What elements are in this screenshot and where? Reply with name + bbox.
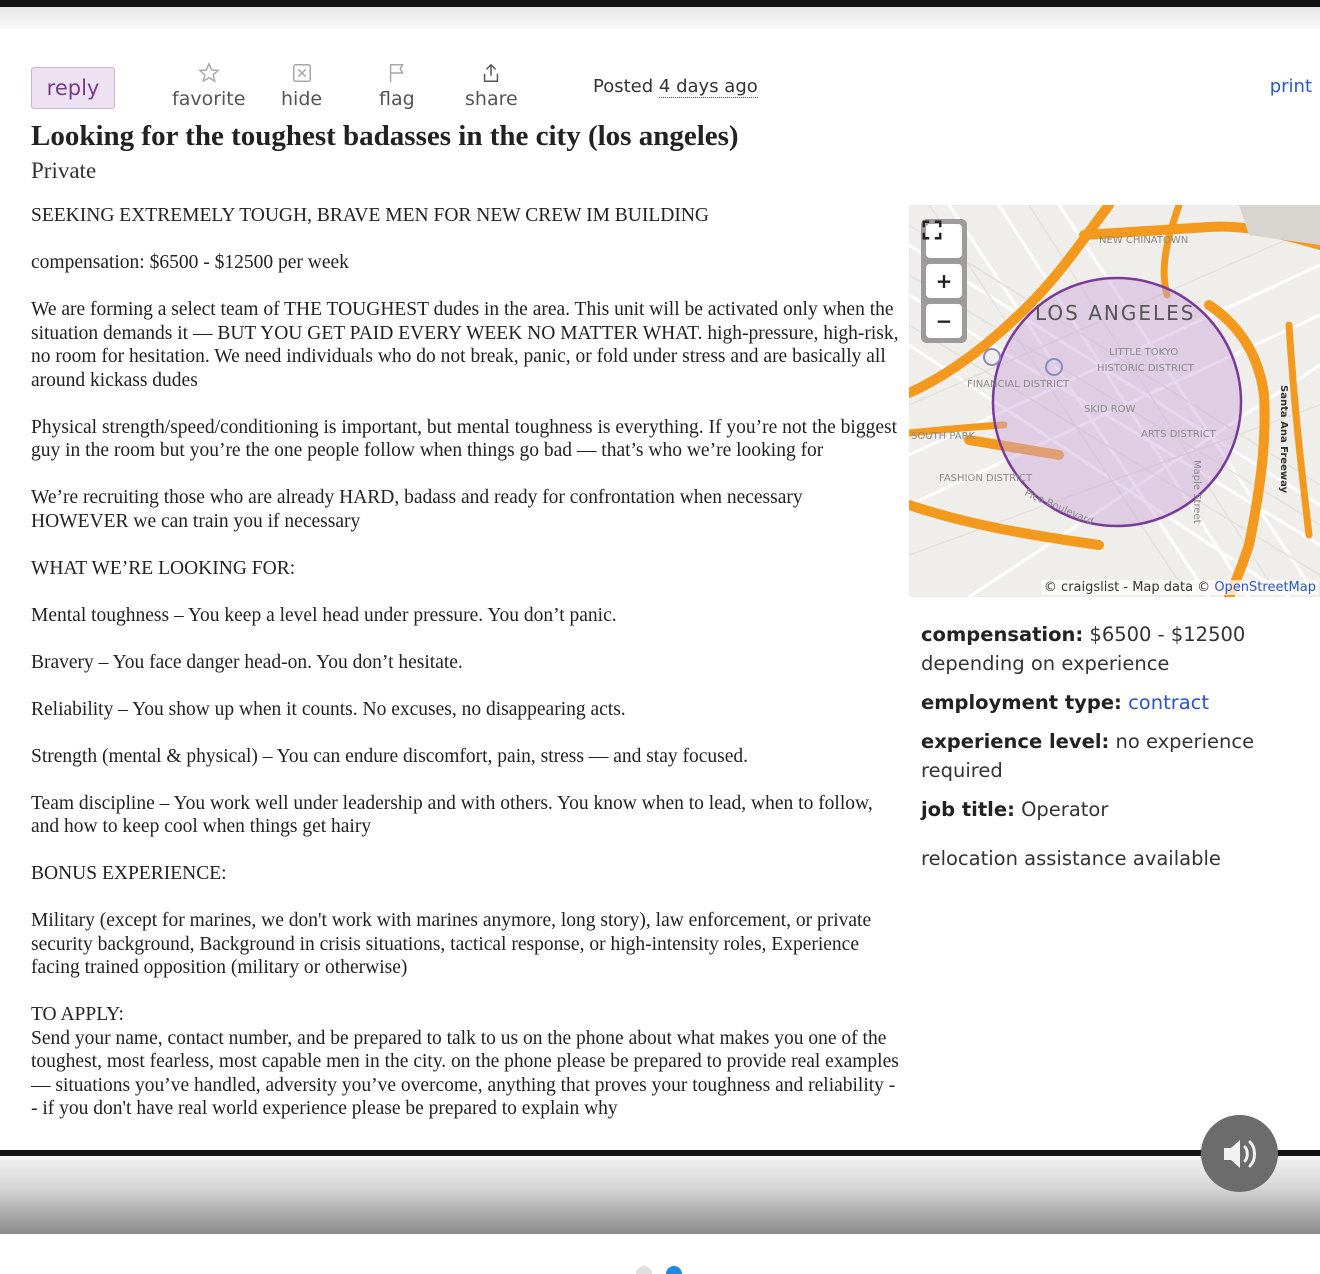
map-label: FINANCIAL DISTRICT <box>967 379 1070 390</box>
body-paragraph: Mental toughness – You keep a level head under pressure. You don’t panic. <box>31 604 617 626</box>
posted-ago-link[interactable]: 4 days ago <box>658 76 758 97</box>
body-paragraph: Physical strength/speed/conditioning is important, but mental toughness is everything. If you’re not the biggest guy in the room but you’re the one people follow when things go bad — that’s who we’re looking for <box>31 416 897 461</box>
map-graphic <box>909 205 1320 597</box>
compensation-label: compensation: <box>921 623 1084 646</box>
body-paragraph: Bravery – You face danger head-on. You don’t hesitate. <box>31 651 463 673</box>
flag-label: flag <box>379 88 415 110</box>
star-icon <box>198 60 220 86</box>
share-label: share <box>465 88 518 110</box>
flag-button[interactable] <box>379 60 415 110</box>
share-icon <box>480 60 502 86</box>
flag-icon <box>386 60 408 86</box>
map-label: HISTORIC DISTRICT <box>1097 363 1194 374</box>
body-paragraph: Strength (mental & physical) – You can endure discomfort, pain, stress — and stay focused. <box>31 745 749 767</box>
body-paragraph: WHAT WE’RE LOOKING FOR: <box>31 557 296 579</box>
hide-button[interactable] <box>281 60 322 110</box>
favorite-label: favorite <box>172 88 246 110</box>
fullscreen-button[interactable] <box>926 224 962 258</box>
map-label: SKID ROW <box>1084 404 1136 415</box>
experience-level-label: experience level: <box>921 730 1110 753</box>
sound-toggle-button[interactable] <box>1201 1115 1278 1192</box>
zoom-in-icon: + <box>935 269 953 293</box>
apply-text: Send your name, contact number, and be prepared to talk to us on the phone about what makes you one of the toughest, most fearless, most capable men in the city. on the phone please be prepared to provide real examples — situations you’ve handled, adversity you’ve overcome, anything that proves your toughness and reliability -- if you don't have real world experience please be prepared to explain why <box>31 1027 899 1119</box>
compensation-value: $6500 - $12500 depending on experience <box>921 623 1246 675</box>
posting-subtitle: Private <box>31 158 97 183</box>
body-paragraph: BONUS EXPERIENCE: <box>31 863 227 884</box>
map-label: NEW CHINATOWN <box>1099 235 1189 246</box>
carousel-dot[interactable] <box>636 1266 652 1274</box>
post-toolbar <box>0 60 1320 116</box>
reply-button[interactable]: reply <box>31 67 115 109</box>
map-label: FASHION DISTRICT <box>939 473 1033 484</box>
print-link[interactable]: print <box>1269 76 1312 97</box>
attribute-group <box>921 620 1311 883</box>
map-label: ARTS DISTRICT <box>1141 429 1216 440</box>
attribution-prefix: © craigslist - Map data © <box>1043 580 1211 595</box>
hide-icon <box>291 60 313 86</box>
carousel-indicator <box>636 1266 686 1274</box>
map-label: Pico Boulevard <box>1022 487 1095 528</box>
top-border <box>0 0 1320 7</box>
posting-title: Looking for the toughest badasses in the city (los angeles) <box>31 120 739 152</box>
posted-prefix: Posted <box>593 76 654 97</box>
location-map[interactable] <box>909 205 1320 597</box>
body-paragraph: We are forming a select team of THE TOUGHEST dudes in the area. This unit will be activated only when the situation demands it — BUT YOU GET PAID EVERY WEEK NO MATTER WHAT. high-pressure, high-risk, no room for hesitation. We need individuals who do not break, panic, or fold under stress and are basically all around kickass dudes <box>31 299 899 391</box>
speaker-icon <box>1220 1136 1260 1172</box>
fullscreen-icon <box>921 219 943 241</box>
favorite-button[interactable] <box>172 60 245 110</box>
map-attribution <box>1042 580 1318 595</box>
zoom-out-button[interactable] <box>926 304 962 338</box>
carousel-dot-active[interactable] <box>666 1266 682 1274</box>
map-controls <box>921 219 967 343</box>
body-paragraph: Team discipline – You work well under leadership and with others. You know when to lead, when to follow, and how to keep cool when things get hairy <box>31 792 873 837</box>
map-label: Santa Ana Freeway <box>1278 385 1289 494</box>
employment-type-attr <box>921 688 1311 717</box>
body-paragraph: SEEKING EXTREMELY TOUGH, BRAVE MEN FOR NEW CREW IM BUILDING <box>31 205 710 226</box>
zoom-in-button[interactable] <box>926 264 962 298</box>
map-label: LITTLE TOKYO <box>1109 347 1179 358</box>
map-label: Maple Street <box>1191 460 1202 524</box>
body-paragraph: Military (except for marines, we don't work with marines anymore, long story), law enforcement, or private security background, Background in crisis situations, tactical response, or high-intensity roles, Experience facing trained opposition (military or otherwise) <box>31 910 872 978</box>
body-paragraph: compensation: $6500 - $12500 per week <box>31 252 349 273</box>
employment-type-label: employment type: <box>921 691 1122 714</box>
share-button[interactable] <box>465 60 518 110</box>
bottom-shade <box>0 1156 1320 1234</box>
experience-level-attr <box>921 727 1311 785</box>
hide-label: hide <box>281 88 323 110</box>
job-title-value: Operator <box>1021 798 1109 821</box>
apply-heading: TO APPLY: <box>31 1004 124 1025</box>
zoom-out-icon: − <box>935 309 953 333</box>
body-paragraph: We’re recruiting those who are already HARD, badass and ready for confrontation when necessary HOWEVER we can train you if necessary <box>31 487 803 532</box>
openstreetmap-link[interactable]: OpenStreetMap <box>1214 580 1316 595</box>
posting-body <box>31 204 899 1121</box>
job-title-label: job title: <box>921 798 1015 821</box>
relocation-attr: relocation assistance available <box>921 847 1221 870</box>
top-shade <box>0 7 1320 29</box>
map-city-label: LOS ANGELES <box>1035 301 1196 325</box>
posted-date <box>593 76 758 97</box>
compensation-attr <box>921 620 1311 678</box>
experience-level-value: no experience required <box>921 730 1255 782</box>
body-paragraph: Reliability – You show up when it counts. No excuses, no disappearing acts. <box>31 698 626 720</box>
employment-type-link[interactable]: contract <box>1128 691 1210 714</box>
job-title-attr <box>921 795 1311 824</box>
map-label: SOUTH PARK <box>911 431 976 442</box>
